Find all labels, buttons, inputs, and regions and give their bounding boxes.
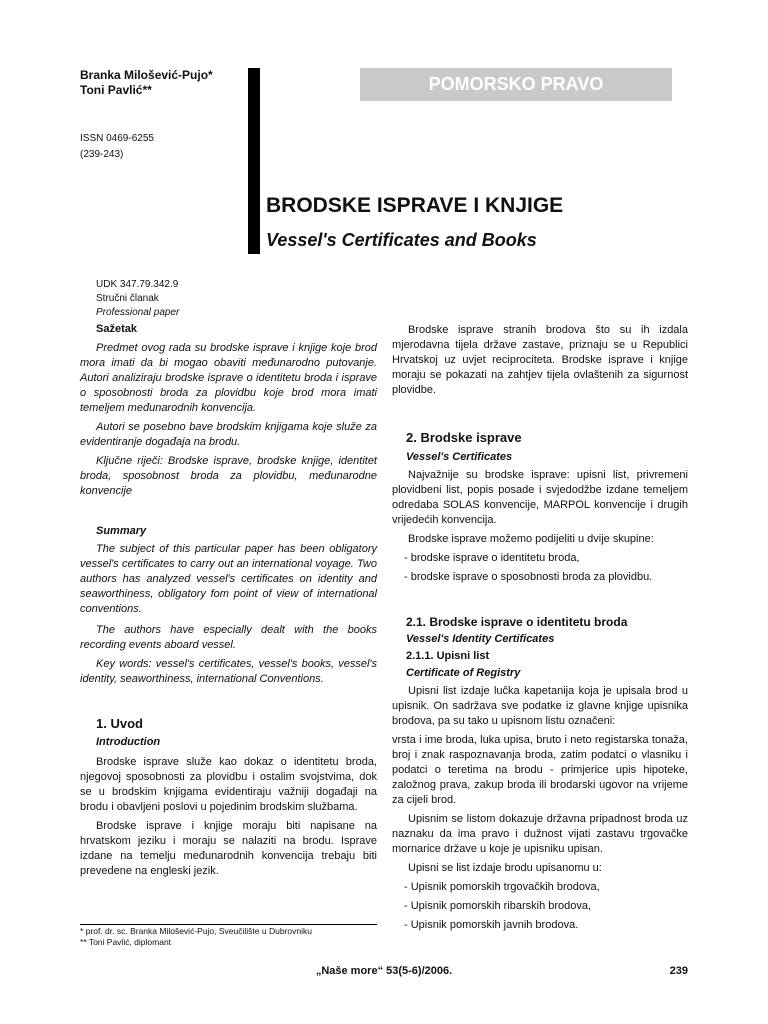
summary-section <box>80 524 377 691</box>
list-item: - Upisnik pomorskih trgovačkih brodova, <box>404 881 600 893</box>
intro-p2: Brodske isprave i knjige moraju biti napisane na hrvatskom jeziku i moraju se nalaziti na brodu. Isprave izdane na temelju međunarodnih konvencija trebaju biti prevedene na engleski jezik. <box>80 820 377 877</box>
paper-meta <box>96 278 179 320</box>
intro-p1: Brodske isprave služe kao dokaz o identitetu broda, njegovoj sposobnosti za plovidbu i ostalim svojstvima, dok se u brodskim knjigama evidentiraju važniji događaji na brodu i obavljeni poslovi u pojedinim brodskim službama. <box>80 756 377 813</box>
sec2-heading: 2. Brodske isprave <box>406 430 522 445</box>
journal-citation: „Naše more“ 53(5-6)/2006. <box>315 965 453 977</box>
intro-heading: 1. Uvod <box>96 716 143 731</box>
paper-subtitle: Vessel's Certificates and Books <box>266 230 537 250</box>
sec2-heading-en: Vessel's Certificates <box>406 451 513 463</box>
sec21-section <box>392 615 688 937</box>
intro-heading-en: Introduction <box>96 736 161 748</box>
sec2-p1: Najvažnije su brodske isprave: upisni list, privremeni plovidbeni list, popis posade i svjedodžbe izdane temeljem odredaba SOLAS konvencije, MARPOL konvencije i drugih vrijedećih konvencija. <box>392 469 688 526</box>
sec21-p2: vrsta i ime broda, luka upisa, bruto i neto registarska tonaža, broj i znak raspoznavanja broda, zatim podatci o vlasniku i podatci o teretima na brodu - primjerice upis hipoteke, založnog prava, zakup broda ili brodarski ugovor na vrijeme za cijeli brod. <box>392 734 688 806</box>
sec21-list <box>392 880 688 933</box>
udk: UDK 347.79.342.9 <box>96 279 179 290</box>
intro-section <box>80 716 377 883</box>
abstract-section <box>80 322 377 503</box>
sec211-heading: 2.1.1. Upisni list <box>406 650 490 662</box>
right-intro <box>392 323 688 402</box>
author-1: Branka Milošević-Pujo* <box>80 68 213 82</box>
sec2-list <box>392 551 688 585</box>
abstract-heading: Sažetak <box>96 323 137 335</box>
summary-p1: The subject of this particular paper has been obligatory vessel's certificates to carry out an international voyage. Two authors has analyzed vessel's certificates on identity and seaworthiness, obligatory fom point of view of international conventions. <box>80 543 377 615</box>
sec211-heading-en: Certificate of Registry <box>406 667 521 679</box>
footnote-divider <box>80 924 377 925</box>
page-number: 239 <box>669 965 688 977</box>
issn: ISSN 0469-6255 <box>80 133 154 144</box>
footnote-2: ** Toni Pavlić, diplomant <box>80 937 172 947</box>
right-intro-p: Brodske isprave stranih brodova što su ih izdala mjerodavna tijela države zastave, priznaju se u Republici Hrvatskoj uz uvjet reciprociteta. Brodske isprave i knjige moraju se pokazati na zahtjev tijela ovlaštenih za sigurnost plovidbe. <box>392 324 688 396</box>
authors <box>80 68 213 98</box>
sec21-p4: Upisni se list izdaje brodu upisanomu u: <box>408 862 602 874</box>
abstract-keywords: Ključne riječi: Brodske isprave, brodske knjige, identitet broda, sposobnost broda za plovidbu, međunarodne konvencije <box>80 455 377 497</box>
footnotes <box>80 926 312 948</box>
list-item: - Upisnik pomorskih ribarskih brodova, <box>404 900 592 912</box>
summary-p2: The authors have especially dealt with the books recording events aboard vessel. <box>80 624 377 651</box>
footnote-1: * prof. dr. sc. Branka Milošević-Pujo, Sveučilište u Dubrovniku <box>80 926 312 936</box>
paper-type-en: Professional paper <box>96 307 180 318</box>
sec21-p3: Upisnim se listom dokazuje državna pripadnost broda uz naznaku da ima pravo i dužnost vijati zastavu trgovačke mornarice države u koje je upisniku upisan. <box>392 813 688 855</box>
list-item: - brodske isprave o identitetu broda, <box>404 552 580 564</box>
title-bar-decoration <box>248 68 260 254</box>
sec21-p1: Upisni list izdaje lučka kapetanija koja je upisala brod u upisnik. On sadržava sve podatke iz glavne knjige upisnika brodova, pa su tako u upisnom listu označeni: <box>392 685 688 727</box>
sec21-heading: 2.1. Brodske isprave o identitetu broda <box>406 615 628 629</box>
paper-type: Stručni članak <box>96 293 159 304</box>
issn-block <box>80 131 154 163</box>
sec2-section <box>392 430 688 589</box>
list-item: - Upisnik pomorskih javnih brodova. <box>404 919 579 931</box>
author-2: Toni Pavlić** <box>80 83 152 97</box>
abstract-p1: Predmet ovog rada su brodske isprave i knjige koje brod mora imati da bi mogao obaviti međunarodno putovanje. Autori analiziraju brodske isprave o identitetu broda i isprave o sposobnosti broda za plovidbu koje brod mora imati temeljem međunarodnih konvencija. <box>80 342 377 414</box>
summary-heading: Summary <box>96 525 147 537</box>
paper-title: BRODSKE ISPRAVE I KNJIGE <box>266 194 564 217</box>
sec21-heading-en: Vessel's Identity Certificates <box>406 633 555 645</box>
abstract-p2: Autori se posebno bave brodskim knjigama koje služe za evidentiranje događaja na brodu. <box>80 421 377 448</box>
list-item: - brodske isprave o sposobnosti broda za plovidbu. <box>404 571 653 583</box>
sec2-p2: Brodske isprave možemo podijeliti u dvije skupine: <box>408 533 654 545</box>
summary-keywords: Key words: vessel's certificates, vessel's books, vessel's identity, seaworthiness, international Conventions. <box>80 658 377 685</box>
pages-range: (239-243) <box>80 149 124 160</box>
section-label: POMORSKO PRAVO <box>360 68 672 101</box>
